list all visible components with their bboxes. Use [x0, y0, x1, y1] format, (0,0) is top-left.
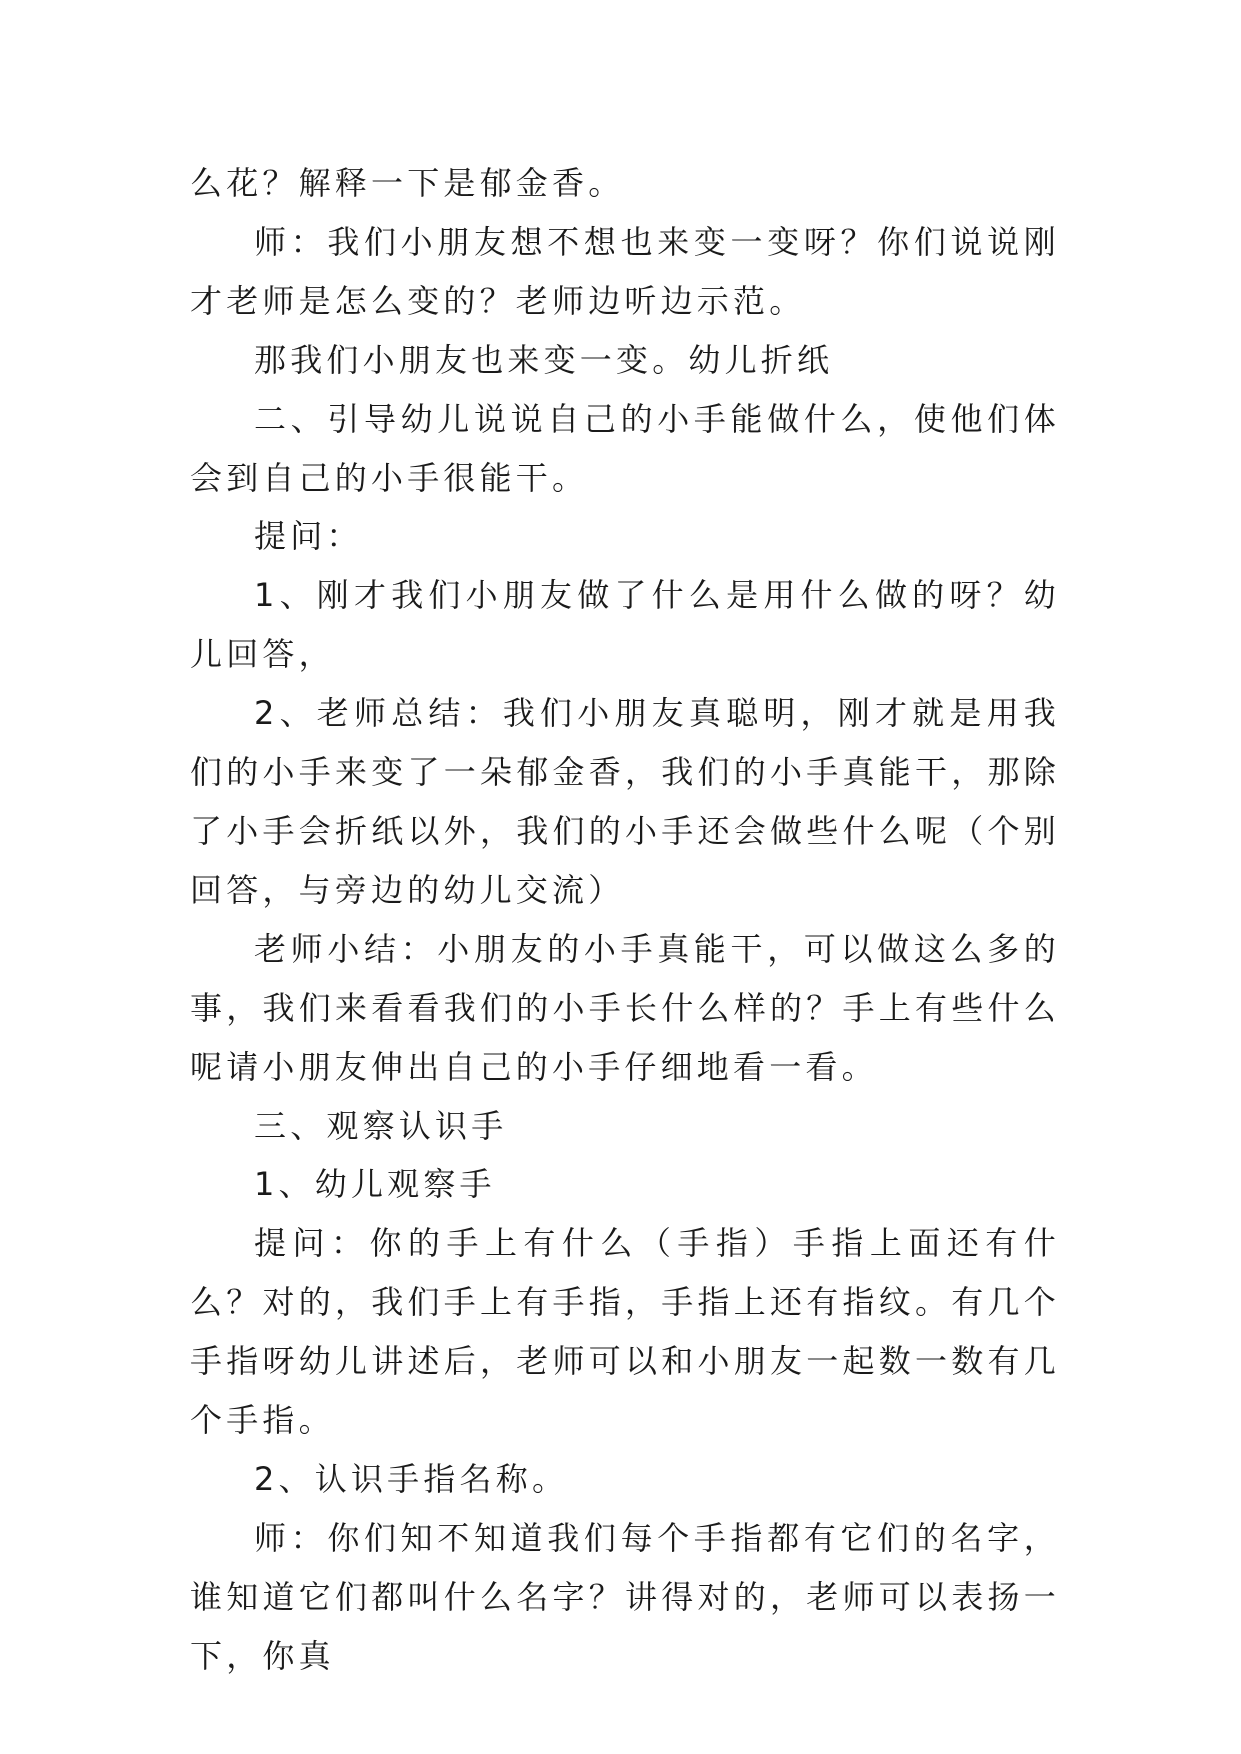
paragraph: 师：我们小朋友想不想也来变一变呀？你们说说刚才老师是怎么变的？老师边听边示范。 [190, 222, 1060, 320]
list-item: 1、刚才我们小朋友做了什么是用什么做的呀？幼儿回答， [190, 576, 1060, 674]
list-item: 1、幼儿观察手 [254, 1165, 496, 1204]
paragraph: 么花？解释一下是郁金香。 [190, 164, 625, 202]
paragraph: 老师小结：小朋友的小手真能干，可以做这么多的事，我们来看看我们的小手长什么样的？手上有些什么呢请小朋友伸出自己的小手仔细地看一看。 [190, 929, 1060, 1086]
document-body [190, 154, 1060, 1686]
list-item: 2、老师总结：我们小朋友真聪明，刚才就是用我们的小手来变了一朵郁金香，我们的小手真能干，那除了小手会折纸以外，我们的小手还会做些什么呢（个别回答，与旁边的幼儿交流） [190, 694, 1060, 909]
paragraph: 那我们小朋友也来变一变。幼儿折纸 [254, 340, 834, 379]
paragraph: 师：你们知不知道我们每个手指都有它们的名字，谁知道它们都叫什么名字？讲得对的，老师可以表扬一下，你真 [190, 1518, 1060, 1675]
paragraph: 提问： [254, 517, 363, 556]
list-item: 2、认识手指名称。 [254, 1459, 569, 1498]
paragraph: 提问：你的手上有什么（手指）手指上面还有什么？对的，我们手上有手指，手指上还有指纹。有几个手指呀幼儿讲述后，老师可以和小朋友一起数一数有几个手指。 [190, 1224, 1060, 1440]
section-heading: 二、引导幼儿说说自己的小手能做什么，使他们体会到自己的小手很能干。 [190, 399, 1060, 497]
section-heading: 三、观察认识手 [254, 1106, 508, 1145]
